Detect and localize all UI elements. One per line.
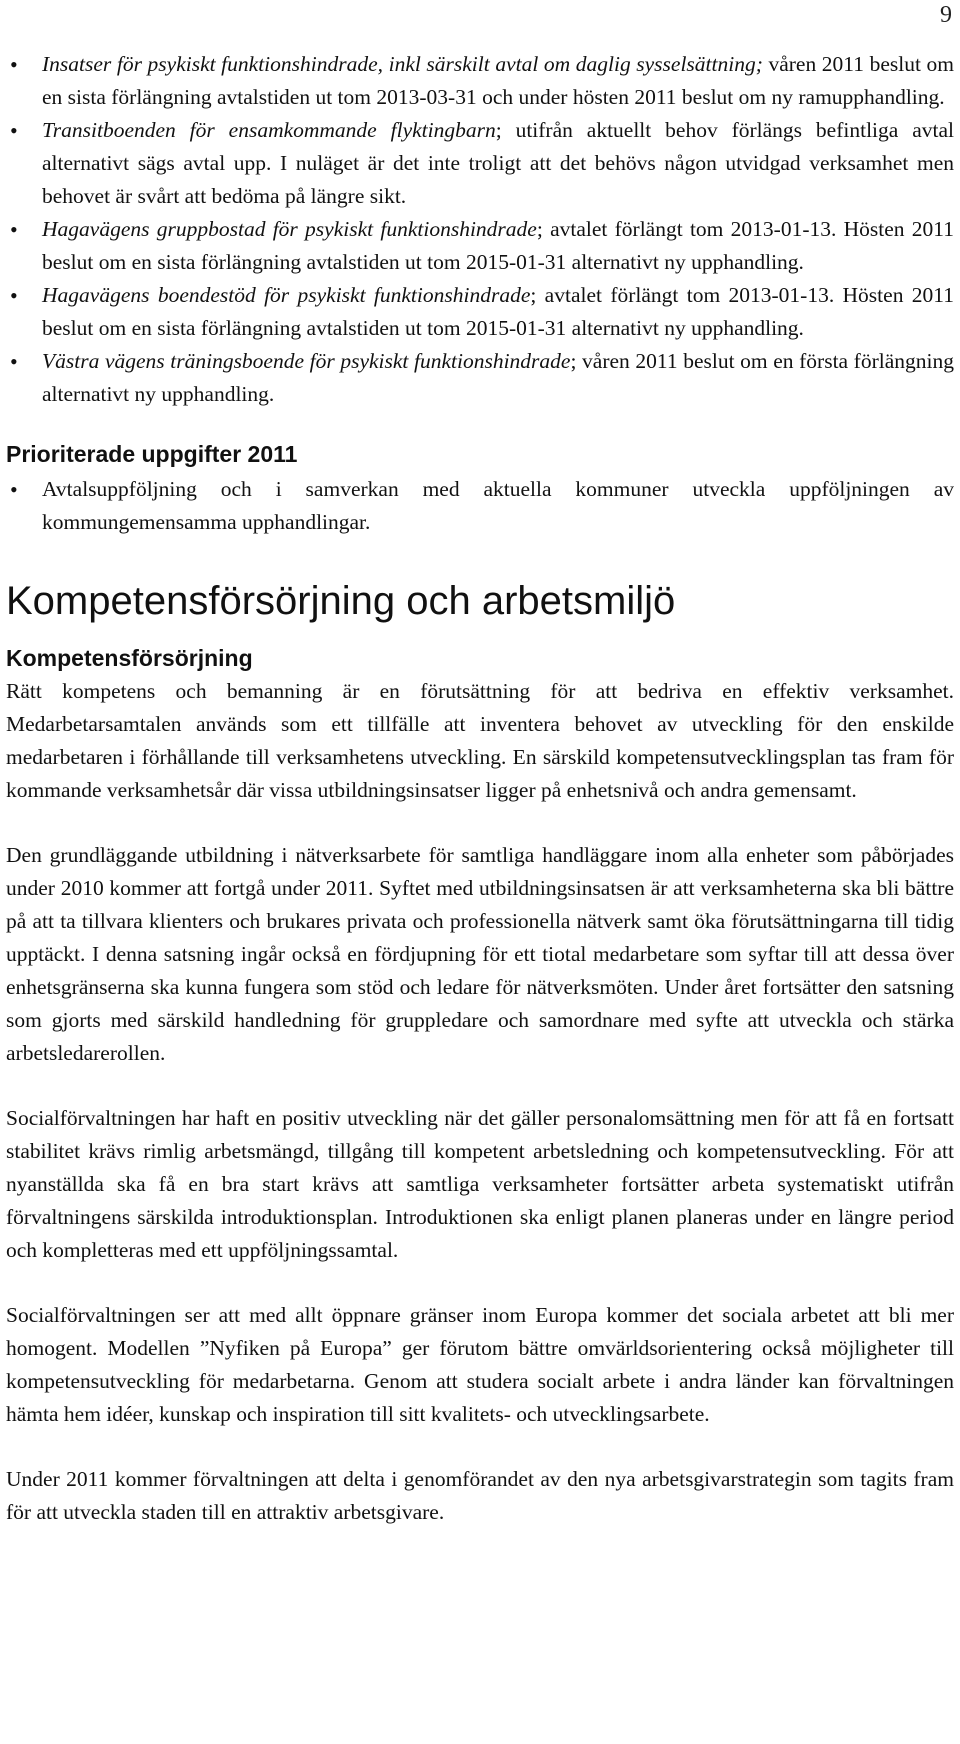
priority-heading: Prioriterade uppgifter 2011: [6, 441, 298, 467]
list-item-text: ; avtalet förlängt tom 2013-01-13. Hösten 2011 beslut om en sista förlängning avtalstiden ut tom 2015-01-31 alternativt ny upphandling.: [42, 217, 954, 274]
paragraph: Socialförvaltningen ser att med allt öppnare gränser inom Europa kommer det sociala arbetet att bli mer homogent. Modellen ”Nyfiken på Europa” ger förutom bättre omvärldsorientering också möjligheter till kompetensutveckling för medarbetarna. Genom att studera socialt arbete i andra länder kan förvaltningen hämta hem idéer, kunskap och inspiration till sitt kvalitets- och utvecklingsarbete.: [6, 1303, 954, 1426]
section-body: [6, 675, 954, 1529]
priority-list: [6, 473, 954, 539]
paragraph: Den grundläggande utbildning i nätverksarbete för samtliga handläggare inom alla enheter som påbörjades under 2010 kommer att fortgå under 2011. Syftet med utbildningsinsatsen är att verksamheterna ska bli bättre på att ta tillvara klienters och brukares privata och professionella nätverk samt öka förutsättningarna till tidig upptäckt. I denna satsning ingår också en fördjupning för ett tiotal medarbetare som syftar till att dessa över enhetsgränserna ska kunna fungera som stöd och ledare för nätverksmöten. Under året fortsätter den satsning som gjorts med särskild handledning för gruppledare och samordnare med syfte att utveckla och stärka arbetsledarerollen.: [6, 843, 954, 1065]
list-item-text: ; avtalet förlängt tom 2013-01-13. Hösten 2011 beslut om en sista förlängning avtalstiden ut tom 2015-01-31 alternativt ny upphandling.: [42, 283, 954, 340]
list-item: • Avtalsuppföljning och i samverkan med aktuella kommuner utveckla uppföljningen av kommungemensamma upphandlingar.: [6, 473, 954, 539]
list-item-text: våren 2011 beslut om en sista förlängning avtalstiden ut tom 2013-03-31 och under hösten 2011 beslut om ny ramupphandling.: [42, 52, 954, 109]
section-heading: Kompetensförsörjning och arbetsmiljö: [6, 579, 676, 623]
list-item: [6, 48, 954, 114]
list-item: [6, 114, 954, 213]
list-item-title: Hagavägens boendestöd för psykiskt funktionshindrade: [42, 283, 531, 307]
list-item-text: ; utifrån aktuellt behov förlängs befintliga avtal alternativt sägs avtal upp. I nuläget är det inte troligt att det behövs någon utvidgad verksamhet men behovet är svårt att bedöma på längre sikt.: [42, 118, 954, 208]
list-item-title: Hagavägens gruppbostad för psykiskt funktionshindrade: [42, 217, 537, 241]
list-item: [6, 213, 954, 279]
subsection-heading: Kompetensförsörjning: [6, 645, 253, 671]
list-item: [6, 345, 954, 411]
paragraph: Under 2011 kommer förvaltningen att delta i genomförandet av den nya arbetsgivarstrategin som tagits fram för att utveckla staden till en attraktiv arbetsgivare.: [6, 1467, 954, 1524]
list-item-title: Transitboenden för ensamkommande flyktingbarn: [42, 118, 496, 142]
paragraph: Rätt kompetens och bemanning är en förutsättning för att bedriva en effektiv verksamhet. Medarbetarsamtalen används som ett tillfälle att inventera behovet av utveckling för den enskilde medarbetaren i förhållande till verksamhetens utveckling. En särskild kompetensutvecklingsplan tas fram för kommande verksamhetsår där vissa utbildningsinsatser ligger på enhetsnivå och andra gemensamt.: [6, 679, 954, 802]
page-content: [6, 48, 954, 1529]
list-item-title: Insatser för psykiskt funktionshindrade, inkl särskilt avtal om daglig sysselsättning;: [42, 52, 763, 76]
list-item-title: Västra vägens träningsboende för psykiskt funktionshindrade: [42, 349, 571, 373]
page-number: 9: [940, 2, 952, 28]
list-item-text: ; våren 2011 beslut om en första förlängning alternativt ny upphandling.: [42, 349, 954, 406]
top-bullet-list: [6, 48, 954, 411]
list-item: [6, 279, 954, 345]
paragraph: Socialförvaltningen har haft en positiv utveckling när det gäller personalomsättning men för att få en fortsatt stabilitet krävs rimlig arbetsmängd, tillgång till kompetent arbetsledning och kompetensutveckling. För att nyanställda ska få en bra start krävs att samtliga verksamheter fortsätter arbeta systematiskt utifrån förvaltningens särskilda introduktionsplan. Introduktionen ska enligt planen planeras under en längre period och kompletteras med ett uppföljningssamtal.: [6, 1106, 954, 1262]
